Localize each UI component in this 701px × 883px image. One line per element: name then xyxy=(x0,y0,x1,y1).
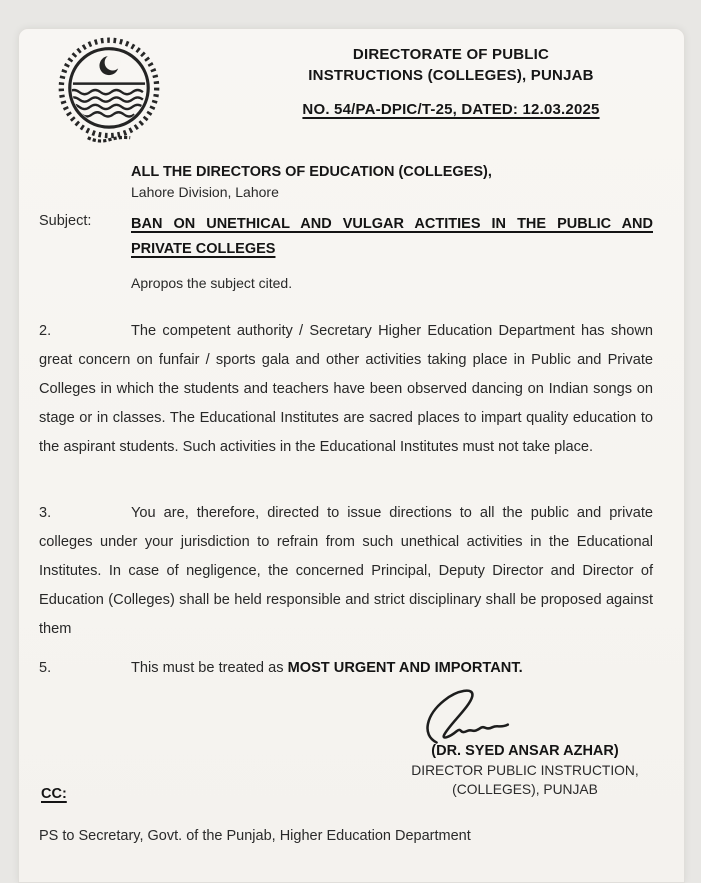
addressee-line-2: Lahore Division, Lahore xyxy=(131,184,279,200)
signature-block xyxy=(375,741,675,799)
org-line-2: INSTRUCTIONS (COLLEGES), PUNJAB xyxy=(308,67,594,84)
subject-label: Subject: xyxy=(39,213,92,229)
signatory-title-2: (COLLEGES), PUNJAB xyxy=(452,782,598,797)
org-line-1: DIRECTORATE OF PUBLIC xyxy=(352,46,550,63)
paragraph-5-prefix: This must be treated as xyxy=(131,660,288,676)
paragraph-5-emphasis: MOST URGENT AND IMPORTANT. xyxy=(287,660,523,676)
cc-recipient-line: PS to Secretary, Govt. of the Punjab, Higher Education Department xyxy=(39,828,471,844)
paragraph-2-number: 2. xyxy=(39,323,52,339)
paragraph-2-text: The competent authority / Secretary Higher Education Department has shown great concern on funfair / sports gala and other activities taking place in Public and Private Colleges in which the students and teachers have been observed dancing on Indian songs on stage or in classes. The Educational Institutes are sacred places to impart quality education to the aspirant students. Such activities in the Educational Institutes must not take place. xyxy=(39,323,653,455)
paragraph-3 xyxy=(39,499,653,644)
signature-icon xyxy=(417,689,535,745)
reference-number-line: NO. 54/PA-DPIC/T-25, DATED: 12.03.2025 xyxy=(302,101,600,118)
paragraph-2 xyxy=(39,317,653,462)
addressee-line-1: ALL THE DIRECTORS OF EDUCATION (COLLEGES), xyxy=(131,164,492,180)
paragraph-3-text: You are, therefore, directed to issue directions to all the public and private colleges under your jurisdiction to refrain from such unethical activities in the Educational Institutes. In case of negligence, the concerned Principal, Deputy Director and Director of Education (Colleges) shall be held responsible and strict disciplinary shall be proposed against them xyxy=(39,505,653,637)
paragraph-5 xyxy=(39,654,653,683)
paragraph-3-number: 3. xyxy=(39,505,52,521)
document-page xyxy=(18,28,685,883)
signatory-title-1: DIRECTOR PUBLIC INSTRUCTION, xyxy=(411,763,639,778)
cc-label: CC: xyxy=(41,786,67,802)
paragraph-5-text xyxy=(39,654,653,683)
letterhead-org-name xyxy=(263,44,639,86)
paragraph-5-number: 5. xyxy=(39,660,52,676)
reference-note: Apropos the subject cited. xyxy=(131,275,293,291)
punjab-government-emblem-icon xyxy=(53,37,165,143)
signatory-name: (DR. SYED ANSAR AZHAR) xyxy=(431,743,619,759)
subject-text: BAN ON UNETHICAL AND VULGAR ACTITIES IN THE PUBLIC AND PRIVATE COLLEGES xyxy=(131,216,653,257)
addressee-block xyxy=(131,162,611,202)
